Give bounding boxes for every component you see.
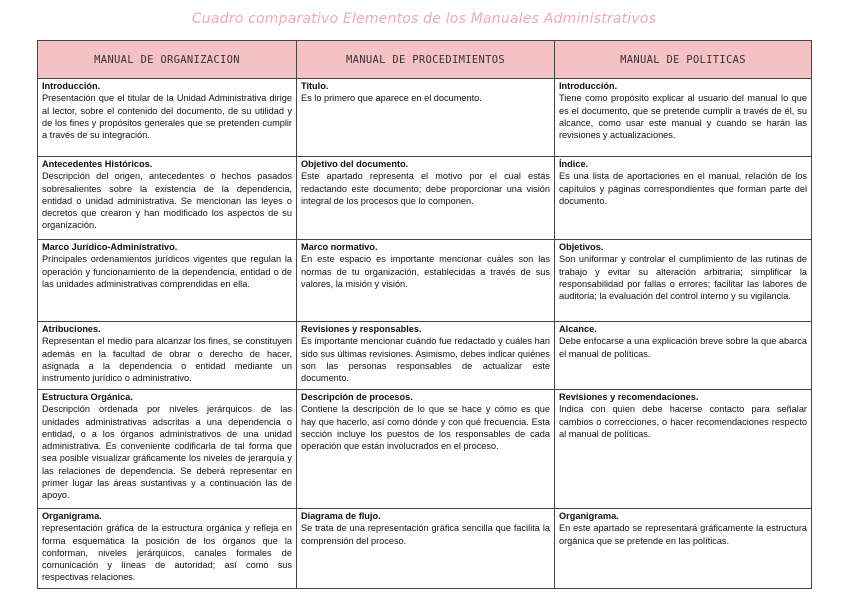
cell-body: Descripción ordenada por niveles jerárquicos de las unidades administrativas adscritas a una dependencia o entidad, o a los órganos administrativos de una unidad administrativa. Es conveniente codificarla de tal forma que sea posible visualizar gráficamente los niveles de jerarquía y las relaciones de dependencia. Se deberá representar en primer lugar las áreas sustantivas y a continuación las de apoyo. bbox=[42, 404, 292, 501]
cell-body: Este apartado representa el motivo por el cual estás redactando este documento; debe proporcionar una visión integral de los procesos que lo componen. bbox=[301, 171, 550, 206]
cell-heading: Revisiones y recomendaciones. bbox=[559, 392, 699, 402]
cell-heading: Organigrama. bbox=[559, 511, 619, 521]
cell-heading: Organigrama. bbox=[42, 511, 102, 521]
table-cell bbox=[297, 390, 555, 509]
cell-heading: Revisiones y responsables. bbox=[301, 324, 422, 334]
cell-body: Es importante mencionar cuándo fue redactado y cuáles han sido sus últimas revisiones. Asimismo, debes indicar quiénes son las personas responsables de actualizar este documento. bbox=[301, 336, 550, 384]
table-cell bbox=[297, 509, 555, 589]
table-row bbox=[38, 157, 812, 240]
table-row bbox=[38, 390, 812, 509]
table-cell bbox=[297, 157, 555, 240]
cell-heading: Antecedentes Históricos. bbox=[42, 159, 153, 169]
cell-body: Debe enfocarse a una explicación breve sobre la que abarca el manual de políticas. bbox=[559, 336, 807, 359]
cell-body: Es una lista de aportaciones en el manual, relación de los capítulos y páginas correspondientes que forman parte del documento. bbox=[559, 171, 807, 206]
cell-body: Son uniformar y controlar el cumplimiento de las rutinas de trabajo y evitar su alteración arbitraria; simplificar la responsabilidad por fallas o errores; facilitar las labores de auditoria; la evaluación del control interno y su vigilancia. bbox=[559, 254, 807, 302]
cell-heading: Titulo. bbox=[301, 81, 329, 91]
table-cell bbox=[555, 390, 812, 509]
cell-body: Se trata de una representación gráfica sencilla que facilita la comprensión del proceso. bbox=[301, 523, 550, 546]
cell-body: En este apartado se representará gráficamente la estructura orgánica que se pretende en las políticas. bbox=[559, 523, 807, 546]
cell-body: Es lo primero que aparece en el documento. bbox=[301, 93, 482, 104]
cell-heading: Alcance. bbox=[559, 324, 597, 334]
table-cell bbox=[38, 157, 297, 240]
table-cell bbox=[297, 240, 555, 322]
column-header-procedimientos: MANUAL DE PROCEDIMIENTOS bbox=[297, 41, 555, 79]
comparison-table bbox=[37, 40, 812, 589]
table-row bbox=[38, 509, 812, 589]
table-cell bbox=[38, 79, 297, 157]
cell-heading: Estructura Orgánica. bbox=[42, 392, 133, 402]
cell-body: En este espacio es importante mencionar cuáles son las normas de tu organización, establecidas a través de sus valores, la misión y visión. bbox=[301, 254, 550, 289]
cell-body: representación gráfica de la estructura orgánica y refleja en forma esquemática la posición de los órganos que la conforman, niveles jerárquicos, canales formales de comunicación y líneas de autoridad; así como sus respectivas relaciones. bbox=[42, 523, 292, 583]
header-row bbox=[38, 41, 812, 79]
cell-body: Tiene como propósito explicar al usuario del manual lo que es el documento, que se pretende cumplir a través de él, su alcance, como usar este manual y cuando se harán las revisiones y actualizaciones. bbox=[559, 93, 807, 141]
document-title: Cuadro comparativo Elementos de los Manuales Administrativos bbox=[191, 11, 657, 27]
cell-body: Representan el medio para alcanzar los fines, se constituyen además en la facultad de obrar o derecho de hacer, asignada a la dependencia o entidad mediante un instrumento jurídico o administrativo. bbox=[42, 336, 292, 384]
cell-body: Principales ordenamientos jurídicos vigentes que regulan la operación y funcionamiento de la dependencia, entidad o de las unidades administrativas comprendidas en ella. bbox=[42, 254, 292, 289]
table-cell bbox=[38, 322, 297, 390]
table-cell bbox=[555, 322, 812, 390]
cell-heading: Introducción. bbox=[559, 81, 618, 91]
table-cell bbox=[38, 390, 297, 509]
cell-heading: Atribuciones. bbox=[42, 324, 101, 334]
table-row bbox=[38, 322, 812, 390]
table-cell bbox=[555, 79, 812, 157]
cell-body: Indica con quien debe hacerse contacto para señalar cambios o correcciones, o hacer recomendaciones respecto al manual de políticas. bbox=[559, 404, 807, 439]
cell-heading: Objetivos. bbox=[559, 242, 604, 252]
table-cell bbox=[555, 157, 812, 240]
table-cell bbox=[297, 79, 555, 157]
table-cell bbox=[297, 322, 555, 390]
column-header-organizacion: MANUAL DE ORGANIZACION bbox=[38, 41, 297, 79]
cell-heading: Índice. bbox=[559, 159, 589, 169]
table-row bbox=[38, 79, 812, 157]
cell-heading: Descripción de procesos. bbox=[301, 392, 413, 402]
cell-body: Presentación que el titular de la Unidad Administrativa dirige al lector, sobre el contenido del documento, de su utilidad y de los fines y propósitos generales que se pretenden cumplir a través de su integración. bbox=[42, 93, 292, 141]
table-cell bbox=[555, 240, 812, 322]
cell-body: Descripción del origen, antecedentes o hechos pasados sobresalientes sobre la existencia de la dependencia, entidad o unidad administrativa. Se mencionan las leyes o decretos que crearon y han modificado los aspectos de su organización. bbox=[42, 171, 292, 231]
column-header-politicas: MANUAL DE POLITICAS bbox=[555, 41, 812, 79]
cell-heading: Marco Jurídico-Administrativo. bbox=[42, 242, 178, 252]
cell-heading: Diagrama de flujo. bbox=[301, 511, 381, 521]
table-cell bbox=[555, 509, 812, 589]
table-row bbox=[38, 240, 812, 322]
table-cell bbox=[38, 509, 297, 589]
table-cell bbox=[38, 240, 297, 322]
cell-heading: Introducción. bbox=[42, 81, 101, 91]
cell-body: Contiene la descripción de lo que se hace y cómo es que hay que hacerlo, así como dónde y con qué frecuencia. Esta sección incluye los puestos de los responsables de cada operación que están involucrados en el proceso. bbox=[301, 404, 550, 452]
cell-heading: Marco normativo. bbox=[301, 242, 378, 252]
cell-heading: Objetivo del documento. bbox=[301, 159, 409, 169]
